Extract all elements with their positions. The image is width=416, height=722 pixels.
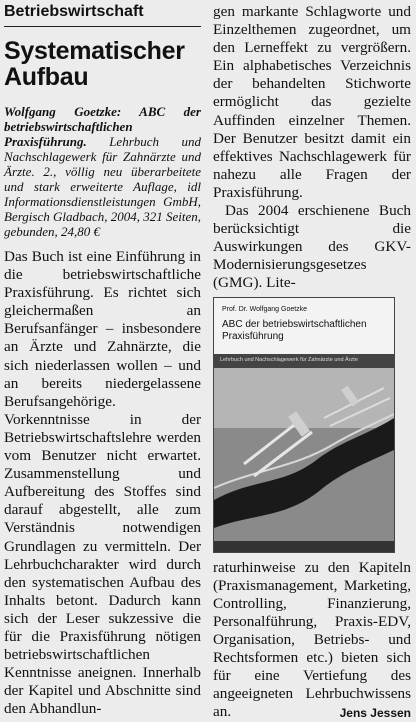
bibliography-author-title: Wolfgang Goetzke: ABC der betriebswirtschaftlichen Praxisführung. bbox=[4, 104, 201, 149]
right-column bbox=[213, 3, 411, 722]
headline: Systematischer Aufbau bbox=[4, 37, 185, 91]
body-text-right-3-content: raturhinweise zu den Kapiteln (Praxismanagement, Marketing, Controlling, Finanzierung, Personalführung, Praxis-EDV, Organisation, Betriebs- und Rechtsformen etc.) bieten sich für eine Vertiefung des angeeigneten Lehrbuchwissens an. bbox=[213, 558, 411, 721]
book-cover-artwork bbox=[214, 368, 394, 542]
body-text-right-3 bbox=[213, 559, 411, 722]
bibliography-details: Lehrbuch und Nachschlagewerk für Zahnärzte und Ärzte. 2., völlig neu überarbeitete und stark erweiterte Auflage, idl Informationsdienstleistungen GmbH, Bergisch Gladbach, 2004, 321 Seiten, gebunden, 24,80 € bbox=[4, 134, 202, 239]
book-cover-footer bbox=[214, 541, 394, 552]
book-cover-image bbox=[213, 297, 395, 553]
book-cover-author: Prof. Dr. Wolfgang Goetzke bbox=[222, 305, 308, 313]
body-text-left: Das Buch ist eine Einführung in die betriebswirtschaftliche Praxisführung. Es richtet sich gleichermaßen an Berufsanfänger – insbesondere an Ärzte und Zahnärzte, die sich niederlassen wollen – und an bereits niedergelassene Berufsangehörige. Vorkenntnisse in der Betriebswirtschaftslehre werden vom Benutzer nicht erwartet. Zusammenstellung und Aufbereitung des Stoffes sind darauf abgestellt, alle zum Verständnis notwendigen Grundlagen zu vermitteln. Der Lehrbuchcharakter wird durch den systematischen Aufbau des Inhalts betont. Dadurch kann sich der Leser sukzessive die für die Praxisführung nötigen betriebswirtschaftlichen Kenntnisse aneignen. Innerhalb der Kapitel und Abschnitte sind den Abhandlun- bbox=[4, 248, 201, 718]
left-column bbox=[4, 3, 201, 718]
section-label: Betriebswirtschaft bbox=[4, 3, 144, 20]
book-cover-subtitle: Lehrbuch und Nachschlagewerk für Zahnärzte und Ärzte bbox=[220, 356, 358, 363]
author-signature: Jens Jessen bbox=[339, 706, 411, 721]
body-text-right-2: Das 2004 erschienene Buch berücksichtigt die Auswirkungen des GKV-Modernisierungsgesetzes (GMG). Lite- bbox=[213, 202, 411, 292]
book-cover-title: ABC der betriebswirtschaftlichen Praxisführung bbox=[222, 318, 367, 342]
body-text-right-1: gen markante Schlagworte und Einzelthemen zugeordnet, um den Lerneffekt zu vergrößern. Ein alphabetisches Verzeichnis der behandelten Stichworte ermöglicht das gezielte Auffinden einzelner Themen. Der Benutzer besitzt damit ein effektives Nachschlagewerk für nahezu alle Fragen der Praxisführung. bbox=[213, 3, 411, 201]
bibliography bbox=[4, 104, 201, 239]
